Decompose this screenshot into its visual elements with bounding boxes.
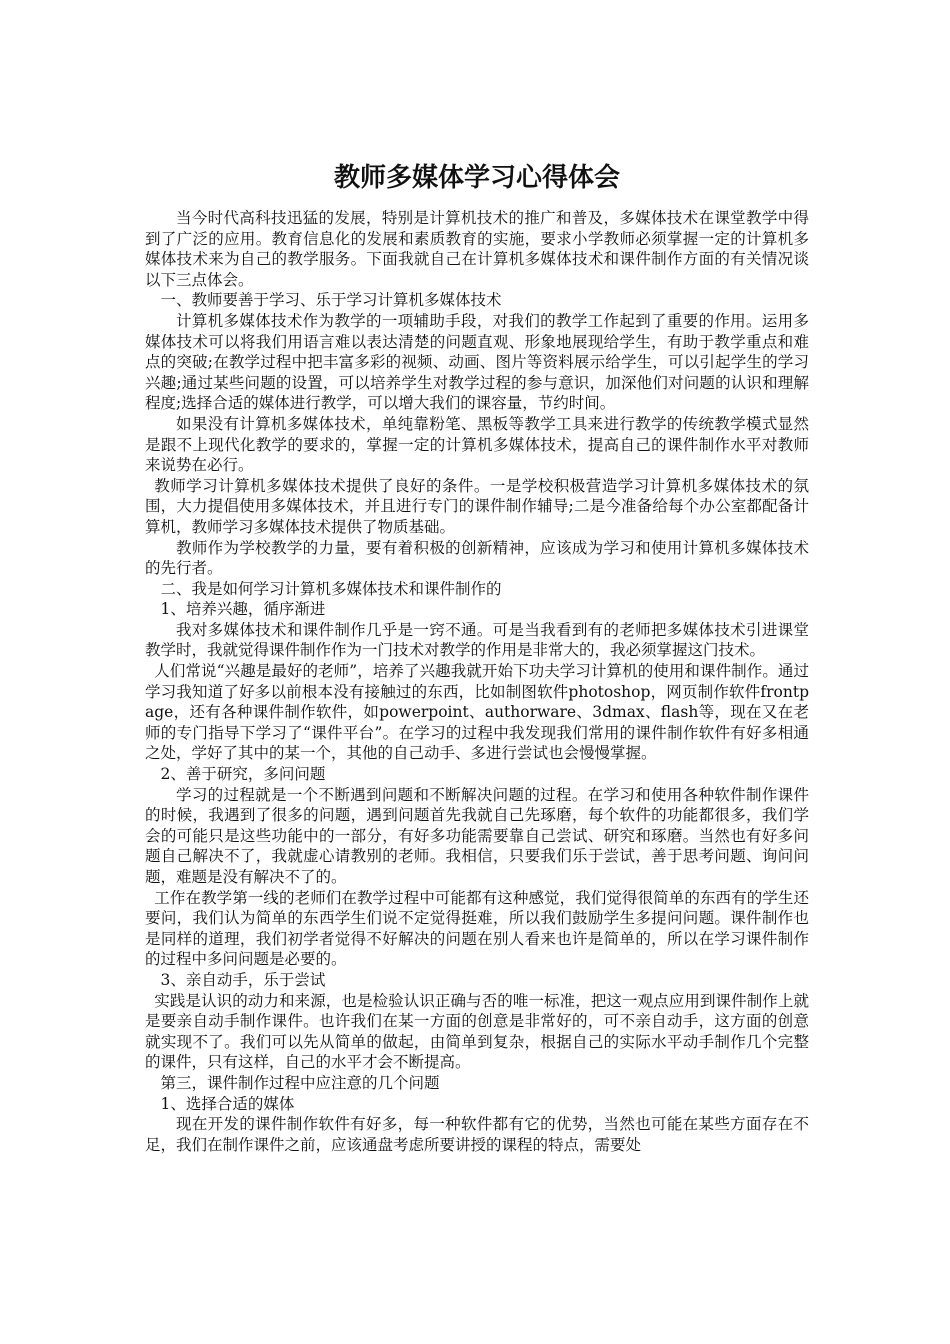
paragraph: 我对多媒体技术和课件制作几乎是一窍不通。可是当我看到有的老师把多媒体技术引进课堂教学时，我就觉得课件制作作为一门技术对教学的作用是非常大的，我必须掌握这门技术。	[145, 620, 809, 660]
paragraph: 现在开发的课件制作软件有好多，每一种软件都有它的优势，当然也可能在某些方面存在不足，我们在制作课件之前，应该通盘考虑所要讲授的课程的特点，需要处	[145, 1115, 809, 1154]
subheading-3: 3、亲自动手，乐于尝试	[160, 970, 326, 989]
paragraph: 计算机多媒体技术作为教学的一项辅助手段，对我们的教学工作起到了重要的作用。运用多媒体技术可以将我们用语言难以表达清楚的问题直观、形象地展现给学生，有助于教学重点和难点的突破;在教学过程中把丰富多彩的视频、动画、图片等资料展示给学生，可以引起学生的学习兴趣;通过某些问题的设置，可以培养学生对教学过程的参与意识，加深他们对问题的认识和理解程度;选择合适的媒体进行教学，可以增大我们的课容量，节约时间。	[145, 311, 809, 413]
paragraph: 教师作为学校教学的力量，要有着积极的创新精神，应该成为学习和使用计算机多媒体技术的先行者。	[145, 538, 809, 578]
paragraph: 教师学习计算机多媒体技术提供了良好的条件。一是学校积极营造学习计算机多媒体技术的氛围，大力提倡使用多媒体技术，并且进行专门的课件制作辅导;二是今准备给每个办公室都配备计算机，教师学习多媒体技术提供了物质基础。	[145, 476, 809, 536]
section-heading-2: 二、我是如何学习计算机多媒体技术和课件制作的	[160, 579, 502, 598]
paragraph: 实践是认识的动力和来源，也是检验认识正确与否的唯一标准，把这一观点应用到课件制作上就是要亲自动手制作课件。也许我们在某一方面的创意是非常好的，可不亲自动手，这方面的创意就实现不了。我们可以先从简单的做起，由简单到复杂，根据自己的实际水平动手制作几个完整的课件，只有这样，自己的水平才会不断提高。	[145, 991, 809, 1072]
section-heading-1: 一、教师要善于学习、乐于学习计算机多媒体技术	[160, 291, 502, 310]
paragraph: 工作在教学第一线的老师们在教学过程中可能都有这种感觉，我们觉得很简单的东西有的学生还要问，我们认为简单的东西学生们说不定觉得挺难，所以我们鼓励学生多提问问题。课件制作也是同样的道理，我们初学者觉得不好解决的问题在别人看来也许是简单的，所以在学习课件制作的过程中多问问题是必要的。	[145, 888, 809, 969]
paragraph: 人们常说“兴趣是最好的老师”，培养了兴趣我就开始下功夫学习计算机的使用和课件制作。通过学习我知道了好多以前根本没有接触过的东西，比如制图软件photoshop，网页制作软件frontpage，还有各种课件制作软件，如powerpoint、authorware、3dmax、flash等，现在又在老师的专门指导下学习了“课件平台”。在学习的过程中我发现我们常用的课件制作软件有好多相通之处，学好了其中的某一个，其他的自己动手、多进行尝试也会慢慢掌握。	[145, 662, 809, 763]
subheading-2: 2、善于研究，多问问题	[160, 765, 326, 784]
paragraph: 如果没有计算机多媒体技术，单纯靠粉笔、黑板等教学工具来进行教学的传统教学模式显然是跟不上现代化教学的要求的，掌握一定的计算机多媒体技术，提高自己的课件制作水平对教师来说势在必行。	[145, 414, 809, 475]
subheading-1: 1、培养兴趣，循序渐进	[160, 600, 326, 619]
paragraph-intro: 当今时代高科技迅猛的发展，特别是计算机技术的推广和普及，多媒体技术在课堂教学中得到了广泛的应用。教育信息化的发展和素质教育的实施，要求小学教师必须掌握一定的计算机多媒体技术来为自己的教学服务。下面我就自己在计算机多媒体技术和课件制作方面的有关情况谈以下三点体会。	[145, 209, 809, 289]
document-page	[145, 158, 809, 1155]
subheading-4: 1、选择合适的媒体	[160, 1094, 295, 1113]
paragraph: 学习的过程就是一个不断遇到问题和不断解决问题的过程。在学习和使用各种软件制作课件的时候，我遇到了很多的问题，遇到问题首先我就自己先琢磨，每个软件的功能都很多，我们学会的可能只是这些功能中的一部分，有好多功能需要靠自己尝试、研究和琢磨。当然也有好多问题自己解决不了，我就虚心请教别的老师。我相信，只要我们乐于尝试，善于思考问题、询问问题，难题是没有解决不了的。	[145, 785, 809, 886]
document-title: 教师多媒体学习心得体会	[333, 163, 620, 193]
section-heading-3: 第三，课件制作过程中应注意的几个问题	[160, 1073, 440, 1092]
